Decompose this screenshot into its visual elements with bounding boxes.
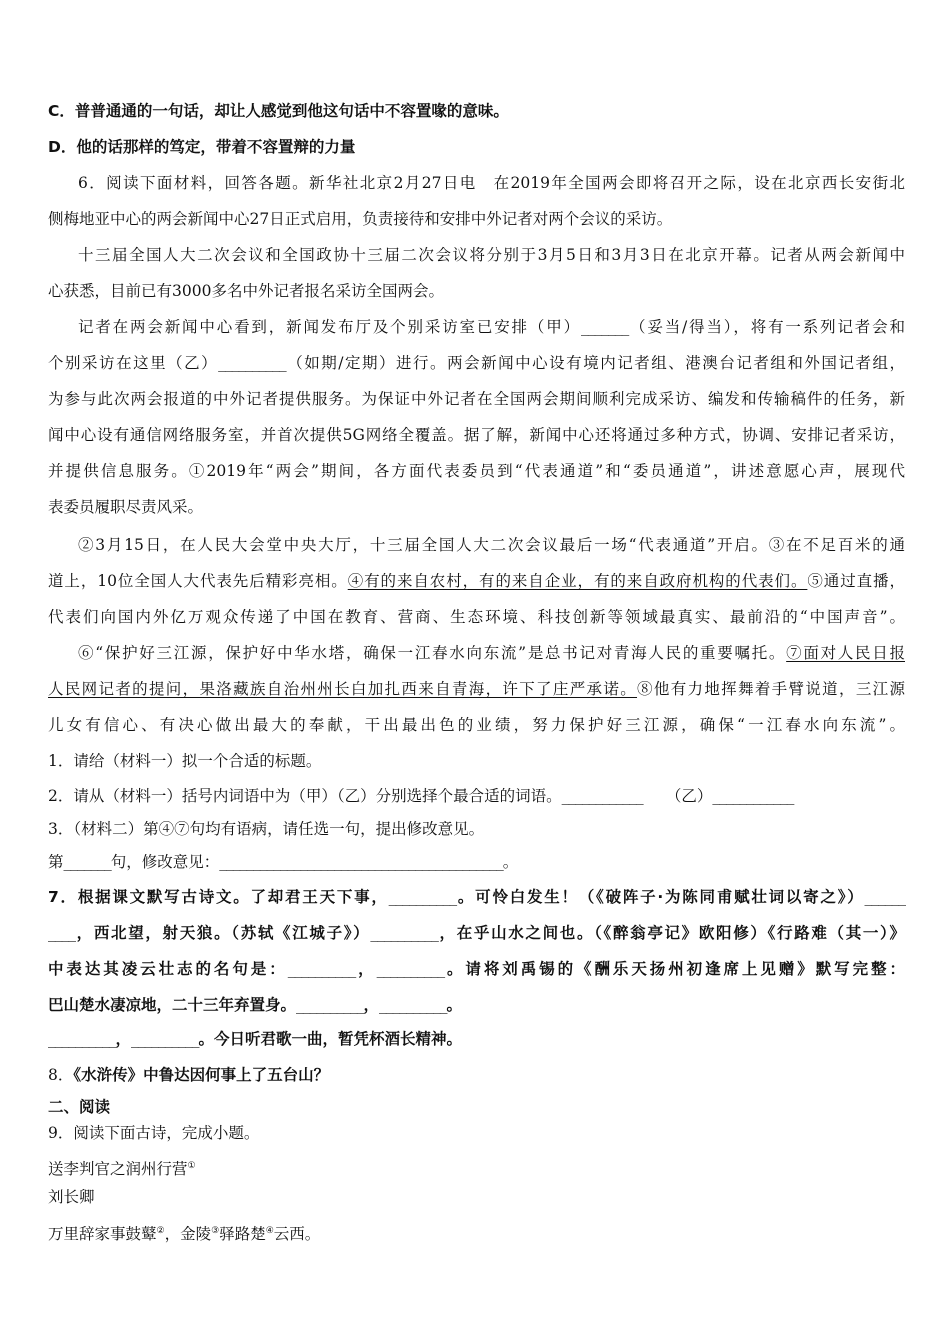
text-line [48,173,905,193]
answer-blank[interactable]: __________ [287,960,356,978]
answer-blank[interactable]: __________ [218,354,286,372]
text-segment: C．普普通通的一句话，却让人感觉到他这句话中不容置喙的意味。 [48,102,509,120]
text-segment: 心获悉，目前已有3000多名中外记者报名采访全国两会。 [48,282,444,300]
text-segment: 并提供信息服务。①2019年“两会”期间，各方面代表委员到“代表通道”和“委员通道”，讲述意愿心声，展现代 [48,462,905,480]
text-segment: （乙） [642,787,713,805]
text-line [48,1221,905,1244]
text-segment: ，西北望，射天狼。（苏轼《江城子》） [75,924,371,942]
answer-blank[interactable]: ____________ [712,787,794,805]
text-line [48,535,905,555]
text-segment: 为参与此次两会报道的中外记者提供服务。为保证中外记者在全国两会期间顺利完成采访、编发和传输稿件的任务，新 [48,390,905,408]
text-segment: 闻中心设有通信网络服务室，并首次提供5G网络全覆盖。据了解，新闻中心还将通过多种方式，协调、安排记者采访， [48,426,905,444]
text-line [48,995,905,1015]
text-segment: ⑤通过直播， [807,572,905,590]
text-line [48,819,905,839]
text-segment: 。请将刘禹锡的《酬乐天扬州初逢席上见赠》默写完整： [444,960,905,978]
text-segment: 1．请给（材料一）拟一个合适的标题。 [48,752,322,770]
text-line [48,607,905,627]
text-segment: 。今日听君歌一曲，暂凭杯酒长精神。 [198,1030,463,1048]
text-line [48,461,905,481]
text-line [48,389,905,409]
text-line [48,643,905,663]
text-segment: D．他的话那样的笃定，带着不容置辩的力量 [48,138,356,156]
answer-blank[interactable]: __________ [48,1030,116,1048]
text-segment: ， [363,996,380,1014]
footnote-marker: ④ [265,1226,274,1236]
answer-blank[interactable]: _______ [63,853,111,871]
text-segment: 道上，10位全国人大代表先后精彩亮相。 [48,572,348,590]
text-segment: 送李判官之润州行营 [48,1160,188,1179]
text-line [48,1097,905,1117]
text-segment: ，在乎山水之间也。（《醉翁亭记》欧阳修）《行路难（其一）》 [437,924,905,942]
answer-blank[interactable]: __________ [370,924,438,942]
text-line [48,959,905,979]
text-segment: 7．根据课文默写古诗文。了却君王天下事， [48,888,389,906]
footnote-marker: ③ [211,1226,220,1236]
text-segment: 中表达其凌云壮志的名句是： [48,960,288,978]
text-segment: （妥当/得当），将有一系列记者会和 [628,318,905,336]
text-segment: 。可怜白发生！（《破阵子·为陈同甫赋壮词以寄之》） [456,888,865,906]
text-segment: 2．请从（材料一）括号内词语中为（甲）（乙）分别选择个最合适的词语。 [48,787,562,805]
text-line [48,245,905,265]
text-segment: ⑦面对人民日报 [786,644,905,662]
text-segment: 刘长卿 [48,1188,95,1206]
text-line [48,317,905,337]
answer-blank[interactable]: ____ [48,924,75,942]
text-segment: 十三届全国人大二次会议和全国政协十三届二次会议将分别于3月5日和3月3日在北京开幕。记者从两会新闻中 [78,246,905,264]
text-line [48,1187,905,1207]
text-line [48,101,905,121]
answer-blank[interactable]: __________ [296,996,364,1014]
text-segment: 儿女有信心、有决心做出最大的奉献，干出最出色的业绩，努力保护好三江源，确保“一江春水向东流”。 [48,716,905,734]
text-line [48,1156,905,1179]
text-segment: 。 [446,996,463,1014]
answer-blank[interactable]: _______ [580,318,629,336]
text-line [48,786,905,806]
text-line [48,887,905,907]
text-segment: 代表们向国内外亿万观众传递了中国在教育、营商、生态环境、科技创新等领域最真实、最前沿的“中国声音”。 [48,608,905,626]
text-segment: 巴山楚水凄凉地，二十三年弃置身。 [48,996,297,1014]
text-line [48,1123,905,1143]
text-line [48,923,905,943]
answer-blank[interactable]: ____________ [561,787,643,805]
text-segment: 6．阅读下面材料，回答各题。新华社北京2月27日电 在2019年全国两会即将召开之际，设在北京西长安街北 [78,174,905,192]
text-segment: 9．阅读下面古诗，完成小题。 [48,1124,260,1142]
text-line [48,281,905,301]
answer-blank[interactable]: __________________________________________ [219,853,503,871]
text-segment: ⑧他有力地挥舞着手臂说道，三江源 [637,680,905,698]
text-line [48,497,905,517]
text-segment: ⑥“保护好三江源，保护好中华水塔，确保一江春水向东流”是总书记对青海人民的重要嘱托。 [78,644,787,662]
text-segment: 个别采访在这里（乙） [48,354,219,372]
answer-blank[interactable]: __________ [376,960,445,978]
text-line [48,679,905,699]
text-line [48,209,905,229]
text-segment: ②3月15日，在人民大会堂中央大厅，十三届全国人大二次会议最后一场“代表通道”开启。③在不足百米的通 [78,536,905,554]
text-line [48,425,905,445]
text-segment: ④有的来自农村，有的来自企业，有的来自政府机构的代表们。 [347,572,808,590]
text-segment: ， [115,1030,132,1048]
text-segment: 《水浒传》中鲁达因何事上了五台山？ [73,1066,330,1084]
answer-blank[interactable]: __________ [131,1030,199,1048]
text-segment: ，金陵 [164,1225,212,1244]
text-segment: 8． [48,1066,74,1084]
text-segment: 。 [502,853,519,871]
text-line [48,1065,905,1085]
text-segment: 二、阅读 [48,1098,111,1116]
text-line [48,751,905,771]
text-line [48,715,905,735]
text-segment: （如期/定期）进行。两会新闻中心设有境内记者组、港澳台记者组和外国记者组， [285,354,905,372]
footnote-marker: ② [156,1226,165,1236]
text-segment: 记者在两会新闻中心看到，新闻发布厅及个别采访室已安排（甲） [78,318,581,336]
text-segment: 第 [48,853,64,871]
answer-blank[interactable]: __________ [379,996,447,1014]
text-segment: 3．（材料二）第④⑦句均有语病，请任选一句，提出修改意见。 [48,820,485,838]
text-segment: ， [355,960,377,978]
text-segment: 侧梅地亚中心的两会新闻中心27日正式启用，负责接待和安排中外记者对两个会议的采访。 [48,210,673,228]
footnote-marker: ① [187,1161,196,1171]
text-segment: 人民网记者的提问，果洛藏族自治州州长白加扎西来自青海，许下了庄严承诺。 [48,680,638,698]
text-line [48,571,905,591]
text-segment: 万里辞家事鼓鼙 [48,1225,157,1244]
text-segment: 驿路楚 [219,1225,266,1244]
text-segment: 句，修改意见： [110,853,220,871]
answer-blank[interactable]: __________ [388,888,457,906]
text-line [48,137,905,157]
answer-blank[interactable]: ______ [864,888,905,906]
text-segment: 表委员履职尽责风采。 [48,498,204,516]
text-segment: 云西。 [273,1225,321,1244]
text-line [48,353,905,373]
text-line [48,852,905,872]
text-line [48,1029,905,1049]
